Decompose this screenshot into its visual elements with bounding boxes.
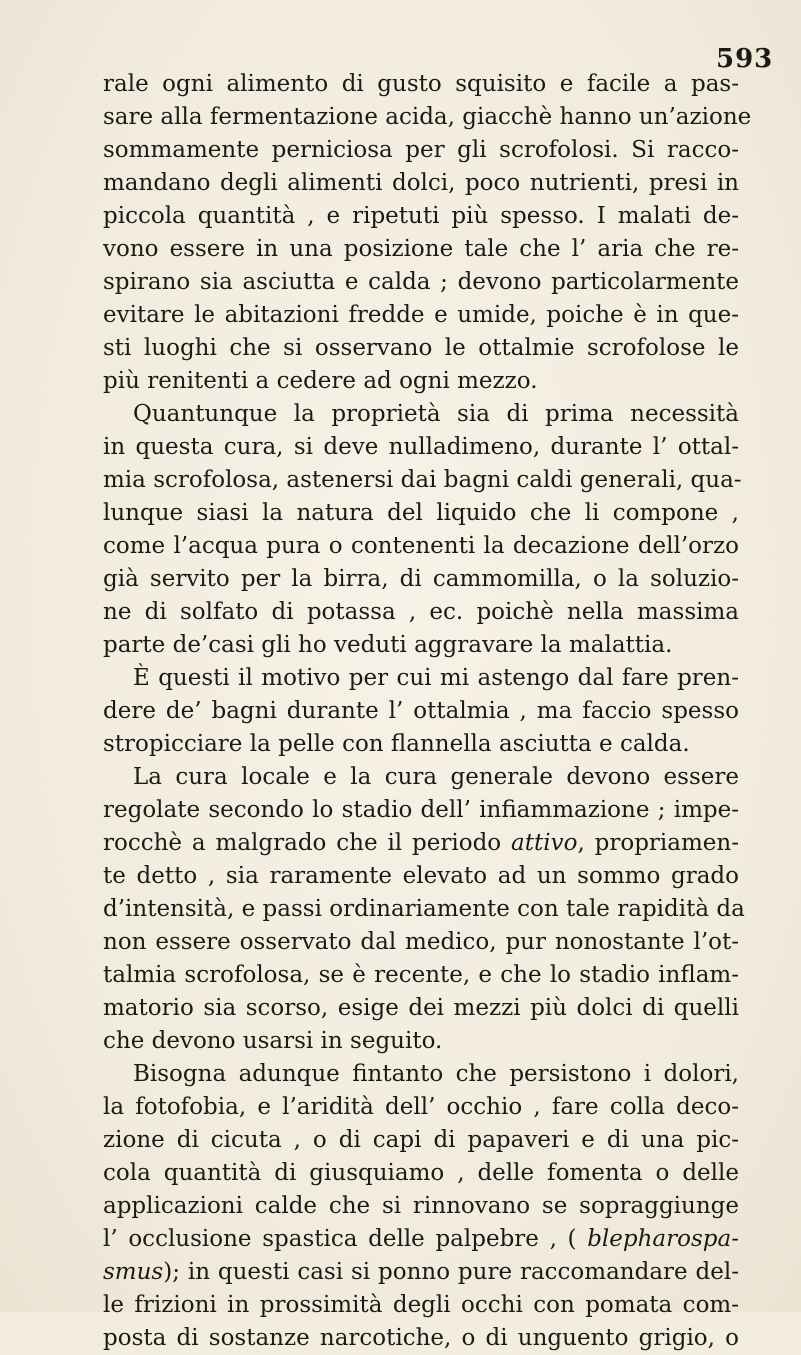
text-line: zione di cicuta , o di capi di papaveri e di una pic-: [103, 1127, 739, 1153]
text-line: come l’acqua pura o contenenti la decazione dell’orzo: [103, 533, 739, 559]
text-line: ne di solfato di potassa , ec. poichè nella massima: [103, 599, 739, 625]
text-line: spirano sia asciutta e calda ; devono particolarmente: [103, 269, 739, 295]
text-line: in questa cura, si deve nulladimeno, durante l’ ottal-: [103, 434, 739, 460]
text-line: applicazioni calde che si rinnovano se sopraggiunge: [103, 1193, 739, 1219]
text-line: le frizioni in prossimità degli occhi con pomata com-: [103, 1292, 739, 1318]
text-line: che devono usarsi in seguito.: [103, 1028, 443, 1054]
text-line: posta di sostanze narcotiche, o di unguento grigio, o: [103, 1325, 739, 1351]
text-line: sommamente perniciosa per gli scrofolosi. Si racco-: [103, 137, 739, 163]
text-line: piccola quantità , e ripetuti più spesso. I malati de-: [103, 203, 739, 229]
text-line: È questi il motivo per cui mi astengo dal fare pren-: [133, 665, 739, 691]
text-line: Bisogna adunque fintanto che persistono i dolori,: [133, 1061, 739, 1087]
italic-term: smus: [103, 1259, 164, 1285]
text-line: sare alla fermentazione acida, giacchè hanno un’azione: [103, 104, 752, 130]
body-text: [103, 68, 752, 1355]
text-line: te detto , sia raramente elevato ad un sommo grado: [103, 863, 739, 889]
text-line: cola quantità di giusquiamo , delle fomenta o delle: [103, 1160, 739, 1186]
text-line: La cura locale e la cura generale devono essere: [133, 764, 739, 790]
text-line: smus); in questi casi si ponno pure raccomandare del-: [103, 1259, 739, 1285]
text-line: Quantunque la proprietà sia di prima necessità: [133, 401, 739, 427]
text-line: parte de’casi gli ho veduti aggravare la malattia.: [103, 632, 673, 658]
text-line: già servito per la birra, di cammomilla, o la soluzio-: [103, 566, 739, 592]
text-line: mandano degli alimenti dolci, poco nutrienti, presi in: [103, 170, 739, 196]
text-line: dere de’ bagni durante l’ ottalmia , ma faccio spesso: [103, 698, 739, 724]
italic-term: attivo: [511, 830, 578, 856]
text-line: l’ occlusione spastica delle palpebre , ( blepharospa-: [103, 1226, 739, 1252]
text-line: stropicciare la pelle con flannella asciutta e calda.: [103, 731, 690, 757]
text-line: d’intensità, e passi ordinariamente con tale rapidità da: [103, 896, 745, 922]
text-line: sti luoghi che si osservano le ottalmie scrofolose le: [103, 335, 739, 361]
text-line: più renitenti a cedere ad ogni mezzo.: [103, 368, 538, 394]
text-line: rocchè a malgrado che il periodo attivo, propriamen-: [103, 830, 740, 856]
text-line: non essere osservato dal medico, pur nonostante l’ot-: [103, 929, 739, 955]
text-line: rale ogni alimento di gusto squisito e facile a pas-: [103, 71, 739, 97]
text-line: regolate secondo lo stadio dell’ infiammazione ; impe-: [103, 797, 739, 823]
text-line: lunque siasi la natura del liquido che li compone ,: [103, 500, 739, 526]
text-line: vono essere in una posizione tale che l’ aria che re-: [103, 236, 739, 262]
text-line: talmia scrofolosa, se è recente, e che lo stadio inflam-: [103, 962, 739, 988]
text-line: mia scrofolosa, astenersi dai bagni caldi generali, qua-: [103, 467, 742, 493]
page-number: 593: [716, 44, 774, 74]
italic-term: blepharospa-: [587, 1226, 739, 1252]
text-line: la fotofobia, e l’aridità dell’ occhio , fare colla deco-: [103, 1094, 739, 1120]
text-line: evitare le abitazioni fredde e umide, poiche è in que-: [103, 302, 739, 328]
text-line: matorio sia scorso, esige dei mezzi più dolci di quelli: [103, 995, 739, 1021]
